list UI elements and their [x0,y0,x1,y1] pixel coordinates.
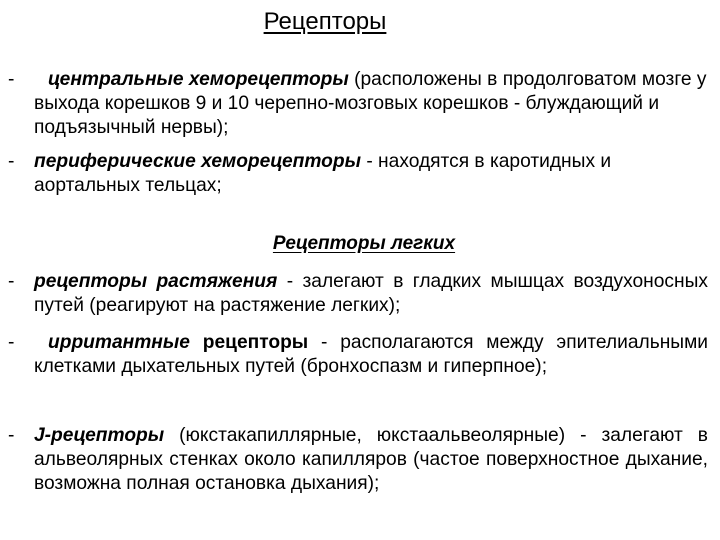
list-item-text [34,270,708,318]
item-description: - располагаются между эпителиальными клетками дыхательных путей (бронхоспазм и гиперпное); [34,332,708,377]
section-subtitle: Рецепторы легких [272,233,456,254]
term-j-receptors: J-рецепторы [34,425,165,446]
slide-title: Рецепторы [263,8,387,35]
list-marker: - [8,332,15,353]
term-peripheral-chemoreceptors: периферические хеморецепторы [34,151,361,172]
term-receptors: рецепторы [202,332,309,353]
item-description: - залегают в гладких мышцах воздухоносных путей (реагируют на растяжение легких); [34,271,709,316]
list-item-text [34,150,708,198]
list-marker: - [8,425,15,446]
list-item-text [34,331,708,379]
term-stretch-receptors: рецепторы растяжения [34,271,278,292]
list-marker: - [8,151,15,172]
item-description: (расположены в продолговатом мозге у выхода корешков 9 и 10 черепно-мозговых корешков - блуждающий и подъязычный нервы); [34,69,707,138]
list-item-text [34,68,708,140]
list-marker: - [8,271,15,292]
list-item-text [34,424,708,496]
term-irritant: ирритантные [48,332,190,353]
term-central-chemoreceptors: центральные хеморецепторы [48,69,349,90]
list-marker: - [8,69,15,90]
item-description: - находятся в каротидных и аортальных тельцах; [34,151,612,196]
item-description: (юкстакапиллярные, юкстаальвеолярные) - залегают в альвеолярных стенках около капилляров (частое поверхностное дыхание, возможна полная остановка дыхания); [34,425,708,494]
